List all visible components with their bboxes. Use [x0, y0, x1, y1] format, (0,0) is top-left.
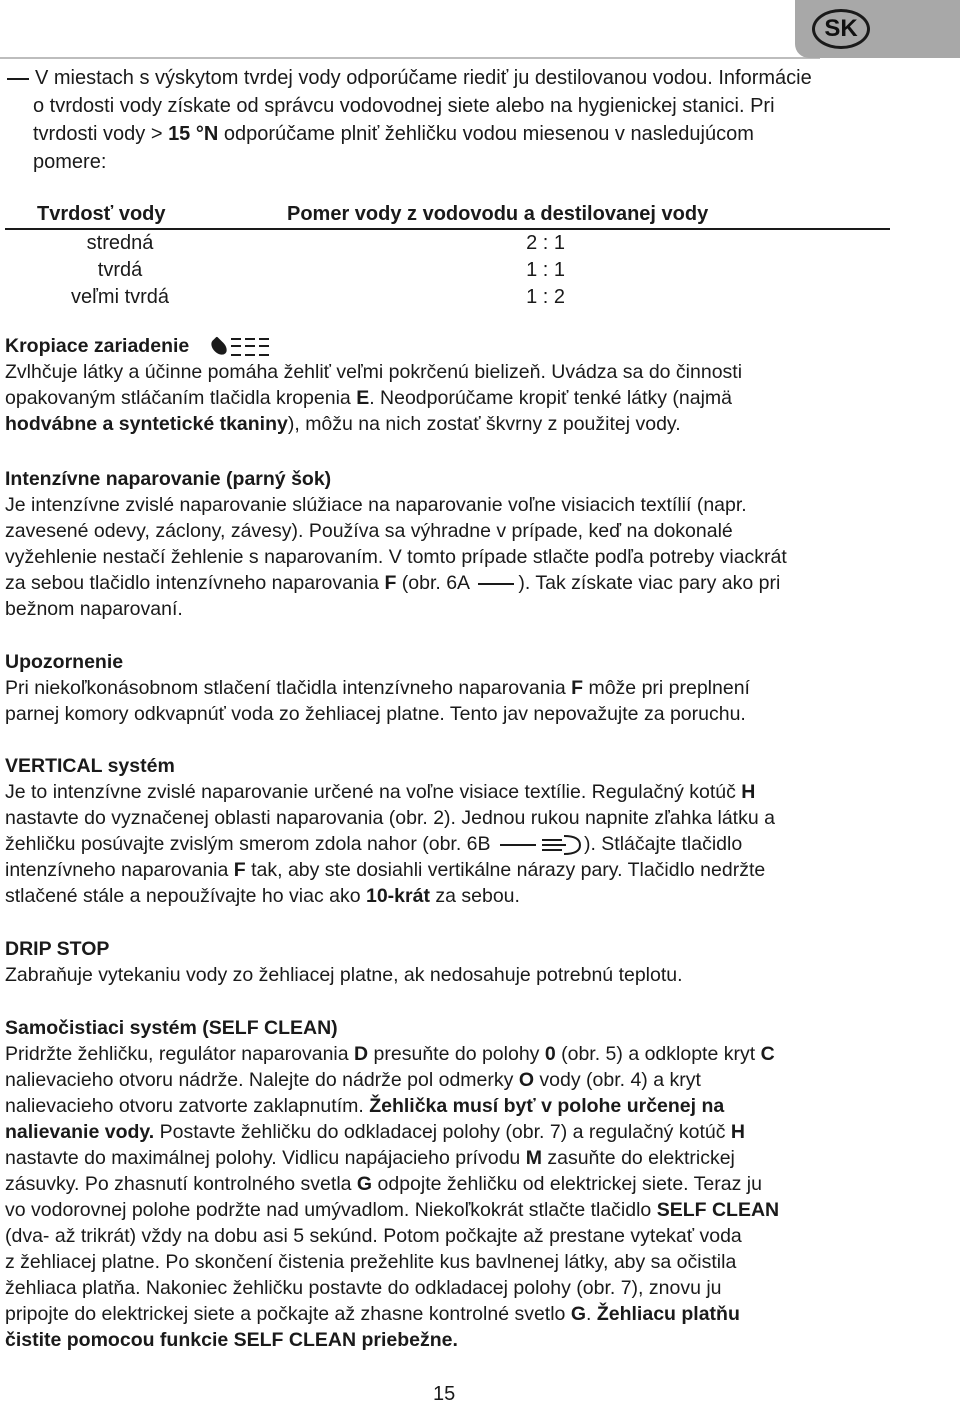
- header-rule: [0, 57, 820, 59]
- drip-stop-section: [5, 936, 895, 988]
- arrow-line-icon: [500, 844, 536, 846]
- intro-line: V miestach s výskytom tvrdej vody odporúčame riediť ju destilovanou vodou. Informácie: [35, 67, 812, 89]
- table-header: [5, 198, 890, 230]
- dash-icon: [7, 78, 29, 80]
- ratio-cell: 2 : 1: [526, 232, 565, 254]
- paragraph-line: nalievacieho otvoru nádrže. Nalejte do nádrže pol odmerky O vody (obr. 4) a kryt: [5, 1069, 701, 1091]
- language-code: SK: [812, 9, 870, 49]
- intro-line: tvrdosti vody > 15 °N odporúčame plniť žehličku vodou miesenou v nasledujúcom: [33, 123, 754, 145]
- vertical-steam-icon: [540, 834, 584, 856]
- paragraph-line: nalievacieho otvoru zatvorte zaklapnutím. Žehlička musí byť v polohe určenej na: [5, 1095, 725, 1117]
- paragraph-line: zásuvky. Po zhasnutí kontrolného svetla G odpojte žehličku od elektrickej siete. Teraz ju: [5, 1173, 762, 1195]
- paragraph-line: vyžehlenie nestačí žehlenie s naparovaním. V tomto prípade stlačte podľa potreby viackrát: [5, 546, 787, 568]
- page-number: 15: [433, 1383, 456, 1405]
- section-title: Kropiace zariadenie: [5, 333, 895, 359]
- table-row: [5, 284, 890, 311]
- arrow-line-icon: [478, 583, 514, 585]
- paragraph-line: stlačené stále a nepoužívajte ho viac ako 10-krát za sebou.: [5, 885, 520, 907]
- column-header-ratio: Pomer vody z vodovodu a destilovanej vody: [287, 203, 709, 225]
- intro-line: pomere:: [33, 151, 107, 173]
- paragraph-line: pripojte do elektrickej siete a počkajte až zhasne kontrolné svetlo G. Žehliacu platňu: [5, 1303, 740, 1325]
- table-row: [5, 230, 890, 257]
- vertical-section: [5, 753, 895, 909]
- paragraph-line: nalievanie vody. Postavte žehličku do odkladacej polohy (obr. 7) a regulačný kotúč H: [5, 1121, 745, 1143]
- paragraph-line: za sebou tlačidlo intenzívneho naparovania F (obr. 6A ). Tak získate viac pary ako pri: [5, 572, 781, 594]
- paragraph-line: zavesené odevy, záclony, závesy). Používa sa výhradne v prípade, keď na dokonalé: [5, 520, 733, 542]
- table-row: [5, 257, 890, 284]
- paragraph-line: intenzívneho naparovania F tak, aby ste dosiahli vertikálne nárazy pary. Tlačidlo nedržte: [5, 859, 766, 881]
- paragraph-line: žehliaca platňa. Nakoniec žehličku postavte do odkladacej polohy (obr. 7), znovu ju: [5, 1277, 722, 1299]
- paragraph-line: Pridržte žehličku, regulátor naparovania D presuňte do polohy 0 (obr. 5) a odklopte kryt C: [5, 1043, 775, 1065]
- hardness-cell: veľmi tvrdá: [70, 286, 170, 308]
- paragraph-line: Zabraňuje vytekaniu vody zo žehliacej platne, ak nedosahuje potrebnú teplotu.: [5, 964, 683, 986]
- hardness-cell: stredná: [86, 232, 154, 254]
- ratio-cell: 1 : 2: [526, 286, 565, 308]
- warning-section: [5, 649, 895, 727]
- hardness-cell: tvrdá: [97, 259, 143, 281]
- burst-section: [5, 466, 895, 622]
- paragraph-line: z žehliacej platne. Po skončení čistenia prežehlite kus bavlnenej látky, aby sa očistila: [5, 1251, 737, 1273]
- intro-paragraph: [5, 64, 895, 176]
- paragraph-line: nastavte do maximálnej polohy. Vidlicu napájacieho prívodu M zasuňte do elektrickej: [5, 1147, 735, 1169]
- intro-line: o tvrdosti vody získate od správcu vodovodnej siete alebo na hygienickej stanici. Pri: [33, 95, 775, 117]
- spray-section: [5, 333, 895, 437]
- paragraph-line: vo vodorovnej polohe podržte nad umývadlom. Niekoľkokrát stlačte tlačidlo SELF CLEAN: [5, 1199, 780, 1221]
- paragraph-line: hodvábne a syntetické tkaniny), môžu na nich zostať škvrny z použitej vody.: [5, 413, 681, 435]
- paragraph-line: čistite pomocou funkcie SELF CLEAN priebežne.: [5, 1329, 458, 1351]
- column-header-hardness: Tvrdosť vody: [37, 203, 166, 225]
- paragraph-line: parnej komory odkvapnúť voda zo žehliacej platne. Tento jav nepovažujte za poruchu.: [5, 703, 746, 725]
- section-title: Samočistiaci systém (SELF CLEAN): [5, 1017, 338, 1039]
- paragraph-line: Je intenzívne zvislé naparovanie slúžiace na naparovanie voľne visiacich textílií (napr.: [5, 494, 747, 516]
- paragraph-line: Zvlhčuje látky a účinne pomáha žehliť veľmi pokrčenú bielizeň. Uvádza sa do činnosti: [5, 361, 743, 383]
- paragraph-line: Pri niekoľkonásobnom stlačení tlačidla intenzívneho naparovania F môže pri preplnení: [5, 677, 750, 699]
- section-title: Upozornenie: [5, 651, 124, 673]
- paragraph-line: (dva- až trikrát) vždy na dobu asi 5 sekúnd. Potom počkajte až prestane vytekať voda: [5, 1225, 742, 1247]
- paragraph-line: žehličku posúvajte zvislým smerom zdola nahor (obr. 6B ). Stláčajte tlačidlo: [5, 833, 743, 855]
- paragraph-line: bežnom naparovaní.: [5, 598, 183, 620]
- section-title: Intenzívne naparovanie (parný šok): [5, 468, 332, 490]
- paragraph-line: Je to intenzívne zvislé naparovanie určené na voľne visiace textílie. Regulačný kotúč H: [5, 781, 756, 803]
- spray-icon: [213, 338, 269, 356]
- paragraph-line: opakovaným stláčaním tlačidla kropenia E. Neodporúčame kropiť tenké látky (najmä: [5, 387, 733, 409]
- self-clean-section: [5, 1015, 895, 1353]
- section-title: DRIP STOP: [5, 938, 110, 960]
- section-title: VERTICAL systém: [5, 755, 175, 777]
- hardness-table: [5, 198, 890, 311]
- paragraph-line: nastavte do vyznačenej oblasti naparovania (obr. 2). Jednou rukou napnite zľahka látku a: [5, 807, 775, 829]
- ratio-cell: 1 : 1: [526, 259, 565, 281]
